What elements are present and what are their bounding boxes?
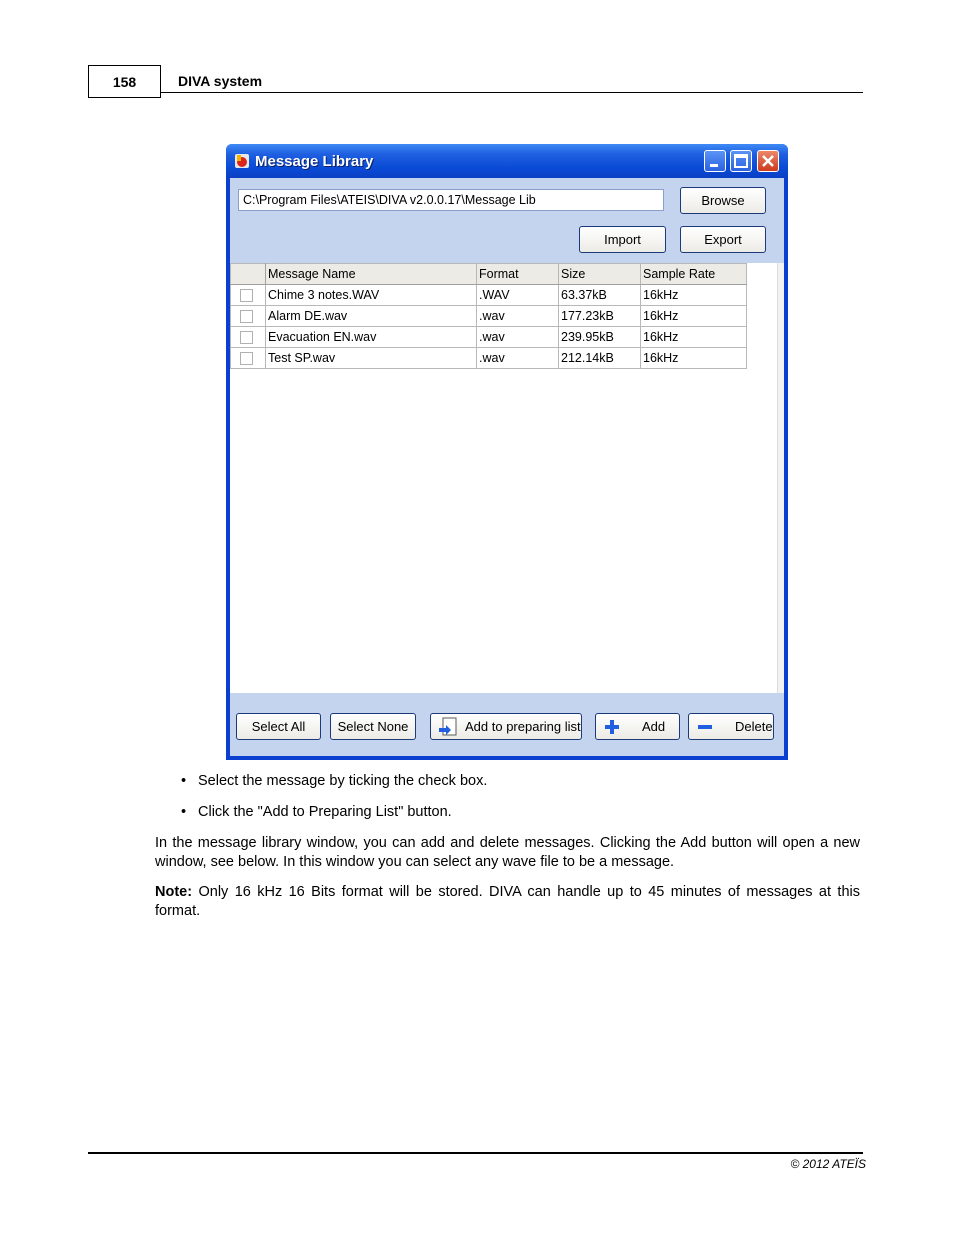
sample-rate-cell: 16kHz <box>641 306 747 327</box>
select-none-button[interactable]: Select None <box>330 713 416 740</box>
table-row[interactable] <box>231 327 747 348</box>
window-client-area <box>230 178 784 756</box>
row-checkbox-cell <box>231 348 266 369</box>
export-button[interactable]: Export <box>680 226 766 253</box>
select-all-button[interactable]: Select All <box>236 713 321 740</box>
close-icon <box>758 151 778 171</box>
add-to-list-icon <box>437 717 459 737</box>
sample-rate-cell: 16kHz <box>641 327 747 348</box>
format-cell: .wav <box>477 327 559 348</box>
header-rule <box>161 92 863 93</box>
column-header-sample-rate[interactable]: Sample Rate <box>641 264 747 285</box>
row-checkbox[interactable] <box>240 289 253 302</box>
size-cell: 212.14kB <box>559 348 641 369</box>
row-checkbox[interactable] <box>240 331 253 344</box>
window-title: Message Library <box>255 153 374 170</box>
message-name-cell: Test SP.wav <box>266 348 477 369</box>
column-header-size[interactable]: Size <box>559 264 641 285</box>
footer-rule <box>88 1152 863 1154</box>
size-cell: 63.37kB <box>559 285 641 306</box>
import-button[interactable]: Import <box>579 226 666 253</box>
delete-button[interactable] <box>688 713 774 740</box>
minus-icon <box>697 719 713 735</box>
maximize-button[interactable] <box>730 150 752 172</box>
table-row[interactable] <box>231 285 747 306</box>
format-cell: .wav <box>477 348 559 369</box>
row-checkbox[interactable] <box>240 310 253 323</box>
instruction-item: • Click the "Add to Preparing List" button. <box>176 804 487 835</box>
note-text: Only 16 kHz 16 Bits format will be stored. DIVA can handle up to 45 minutes of messages at this format. <box>155 884 860 919</box>
row-checkbox-cell <box>231 285 266 306</box>
format-cell: .wav <box>477 306 559 327</box>
sample-rate-cell: 16kHz <box>641 285 747 306</box>
message-grid <box>230 263 784 693</box>
minimize-icon <box>705 151 725 171</box>
format-cell: .WAV <box>477 285 559 306</box>
add-label: Add <box>642 719 666 734</box>
row-checkbox-cell <box>231 327 266 348</box>
description-paragraph: In the message library window, you can add and delete messages. Clicking the Add button will open a new window, see below. In this window you can select any wave file to be a message. <box>155 835 860 870</box>
checkbox-column-header <box>231 264 266 285</box>
table-row[interactable] <box>231 348 747 369</box>
table-header-row <box>231 264 747 285</box>
add-button[interactable] <box>595 713 680 740</box>
column-header-message-name[interactable]: Message Name <box>266 264 477 285</box>
instruction-list <box>176 773 487 835</box>
plus-icon <box>604 719 620 735</box>
grid-scroll-edge <box>777 263 784 693</box>
library-path-input[interactable] <box>238 189 664 211</box>
header-title: DIVA system <box>178 73 263 89</box>
size-cell: 177.23kB <box>559 306 641 327</box>
maximize-icon <box>731 151 751 171</box>
note-paragraph <box>155 883 860 921</box>
message-table <box>230 263 747 369</box>
instruction-item: • Select the message by ticking the check box. <box>176 773 487 804</box>
minimize-button[interactable] <box>704 150 726 172</box>
add-to-preparing-list-label: Add to preparing list <box>465 719 581 734</box>
message-library-window <box>226 144 788 760</box>
footer-copyright: © 2012 ATEÏS <box>790 1157 866 1171</box>
title-bar[interactable] <box>226 144 788 178</box>
message-name-cell: Evacuation EN.wav <box>266 327 477 348</box>
close-button[interactable] <box>757 150 779 172</box>
app-icon <box>234 153 250 169</box>
size-cell: 239.95kB <box>559 327 641 348</box>
sample-rate-cell: 16kHz <box>641 348 747 369</box>
row-checkbox[interactable] <box>240 352 253 365</box>
browse-button[interactable]: Browse <box>680 187 766 214</box>
column-header-format[interactable]: Format <box>477 264 559 285</box>
message-name-cell: Alarm DE.wav <box>266 306 477 327</box>
row-checkbox-cell <box>231 306 266 327</box>
message-name-cell: Chime 3 notes.WAV <box>266 285 477 306</box>
add-to-preparing-list-button[interactable] <box>430 713 582 740</box>
note-label: Note: <box>155 884 193 900</box>
delete-label: Delete <box>735 719 773 734</box>
page-number: 158 <box>88 65 161 98</box>
table-row[interactable] <box>231 306 747 327</box>
